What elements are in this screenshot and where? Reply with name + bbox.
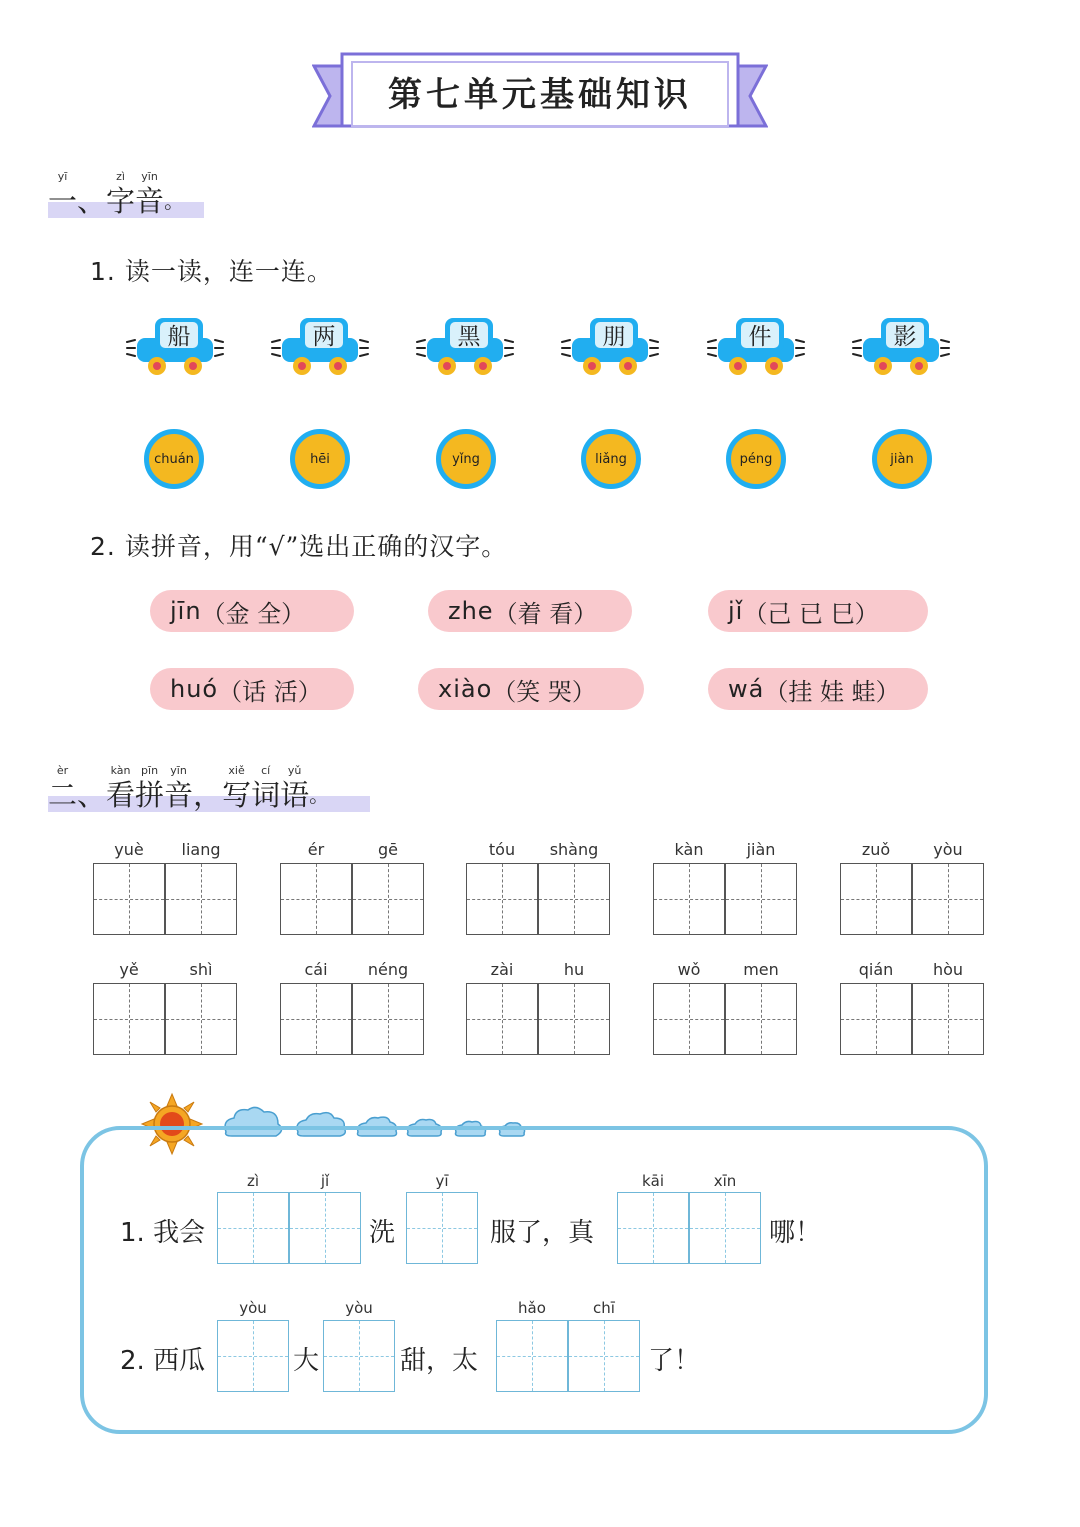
writing-box[interactable] bbox=[568, 1320, 640, 1392]
pinyin-circle[interactable]: liǎng bbox=[581, 429, 641, 489]
writing-box[interactable] bbox=[840, 983, 912, 1055]
pinyin-circle[interactable]: yǐng bbox=[436, 429, 496, 489]
pinyin-label: chī bbox=[593, 1299, 615, 1317]
word-writing-group bbox=[840, 840, 985, 936]
pinyin-circle[interactable]: jiàn bbox=[872, 429, 932, 489]
writing-box[interactable] bbox=[289, 1192, 361, 1264]
sentence2-start: 2. 西瓜 bbox=[120, 1346, 206, 1376]
pinyin-label: jǐ bbox=[320, 1172, 330, 1190]
writing-box[interactable] bbox=[323, 1320, 395, 1392]
car-card[interactable] bbox=[270, 316, 370, 378]
writing-box[interactable] bbox=[217, 1320, 289, 1392]
pinyin-label: zuǒ bbox=[861, 840, 891, 859]
page-title: 第七单元基础知识 bbox=[388, 74, 692, 115]
pinyin-label: cái bbox=[304, 960, 328, 979]
car-card[interactable] bbox=[706, 316, 806, 378]
sentence1-text: 服了，真 bbox=[490, 1218, 595, 1248]
pinyin-label: ér bbox=[307, 840, 325, 859]
writing-box[interactable] bbox=[217, 1192, 289, 1264]
pinyin-label: yòu bbox=[345, 1299, 373, 1317]
sentence1-text: 洗 bbox=[369, 1218, 396, 1248]
car-char: 黑 bbox=[457, 323, 481, 350]
writing-box[interactable] bbox=[538, 863, 610, 935]
pinyin-label: qián bbox=[858, 960, 894, 979]
pinyin-circle[interactable]: chuán bbox=[144, 429, 204, 489]
heading-char: kàn 看 bbox=[106, 764, 136, 812]
car-card[interactable] bbox=[560, 316, 660, 378]
pinyin-label: yòu bbox=[933, 840, 963, 859]
heading-char: yǔ 语 bbox=[280, 764, 310, 812]
writing-box[interactable] bbox=[93, 983, 165, 1055]
heading-char: cí 词 bbox=[251, 764, 281, 812]
car-card[interactable] bbox=[125, 316, 225, 378]
car-char: 影 bbox=[893, 323, 917, 350]
writing-box[interactable] bbox=[165, 863, 237, 935]
car-char: 两 bbox=[312, 323, 336, 350]
heading-char: èr 二 bbox=[48, 764, 78, 812]
car-char: 朋 bbox=[602, 323, 626, 350]
pinyin-label: yuè bbox=[114, 840, 144, 859]
writing-box[interactable] bbox=[840, 863, 912, 935]
section2-heading bbox=[48, 764, 329, 812]
writing-box[interactable] bbox=[617, 1192, 689, 1264]
pinyin-label: wǒ bbox=[677, 960, 701, 979]
word-writing-group bbox=[466, 960, 611, 1056]
option-pill-zhe[interactable]: zhe （着 看） bbox=[428, 590, 632, 632]
writing-box[interactable] bbox=[496, 1320, 568, 1392]
question-1: 1. 读一读，连一连。 bbox=[90, 257, 333, 286]
pinyin-label: gē bbox=[378, 840, 398, 859]
pinyin-label: tóu bbox=[488, 840, 516, 859]
pinyin-label: shì bbox=[189, 960, 213, 979]
car-card[interactable] bbox=[851, 316, 951, 378]
writing-box[interactable] bbox=[93, 863, 165, 935]
option-pill-huo[interactable]: huó （话 活） bbox=[150, 668, 354, 710]
writing-box[interactable] bbox=[653, 863, 725, 935]
pinyin-circle[interactable]: péng bbox=[726, 429, 786, 489]
writing-box[interactable] bbox=[466, 863, 538, 935]
writing-box[interactable] bbox=[653, 983, 725, 1055]
pinyin-label: hu bbox=[563, 960, 585, 979]
word-writing-group bbox=[93, 840, 238, 936]
sentence2-text: 大 bbox=[293, 1346, 320, 1376]
pinyin-label: liang bbox=[181, 840, 221, 859]
option-pill-wa[interactable]: wá （挂 娃 蛙） bbox=[708, 668, 928, 710]
pinyin-label: shàng bbox=[549, 840, 599, 859]
word-writing-group bbox=[653, 840, 798, 936]
word-writing-group bbox=[466, 840, 611, 936]
pinyin-label: jiàn bbox=[746, 840, 776, 859]
writing-box[interactable] bbox=[725, 863, 797, 935]
writing-box[interactable] bbox=[352, 983, 424, 1055]
writing-box[interactable] bbox=[280, 983, 352, 1055]
word-writing-group bbox=[840, 960, 985, 1056]
writing-box[interactable] bbox=[165, 983, 237, 1055]
heading-char: 、 bbox=[77, 184, 107, 218]
heading-char: pīn 拼 bbox=[135, 764, 165, 812]
heading-char: yī 一 bbox=[48, 170, 78, 218]
pinyin-label: kàn bbox=[674, 840, 704, 859]
writing-box[interactable] bbox=[466, 983, 538, 1055]
car-char: 船 bbox=[167, 323, 191, 350]
writing-box[interactable] bbox=[912, 863, 984, 935]
option-pill-ji[interactable]: jǐ （己 已 巳） bbox=[708, 590, 928, 632]
pinyin-label: yòu bbox=[239, 1299, 267, 1317]
sentence1-end: 哪！ bbox=[769, 1218, 822, 1248]
writing-box[interactable] bbox=[280, 863, 352, 935]
heading-char: xiě 写 bbox=[222, 764, 252, 812]
pinyin-label: men bbox=[743, 960, 779, 979]
sentence2-end: 了！ bbox=[648, 1346, 701, 1376]
heading-char: yīn 音 bbox=[135, 170, 165, 218]
pinyin-label: yě bbox=[119, 960, 139, 979]
heading-char: 。 bbox=[164, 189, 185, 213]
writing-box[interactable] bbox=[725, 983, 797, 1055]
pinyin-label: zì bbox=[246, 1172, 260, 1190]
question-2: 2. 读拼音，用“√”选出正确的汉字。 bbox=[90, 532, 508, 561]
word-writing-group bbox=[93, 960, 238, 1056]
pinyin-label: hǎo bbox=[518, 1299, 546, 1317]
heading-char: yīn 音 bbox=[164, 764, 194, 812]
writing-box[interactable] bbox=[538, 983, 610, 1055]
sentence1-start: 1. 我会 bbox=[120, 1218, 206, 1248]
writing-box[interactable] bbox=[352, 863, 424, 935]
word-writing-group bbox=[653, 960, 798, 1056]
writing-box[interactable] bbox=[689, 1192, 761, 1264]
pinyin-label: zài bbox=[490, 960, 514, 979]
pinyin-label: yī bbox=[435, 1172, 449, 1190]
pinyin-label: xīn bbox=[713, 1172, 737, 1190]
writing-box[interactable] bbox=[406, 1192, 478, 1264]
writing-box[interactable] bbox=[912, 983, 984, 1055]
pinyin-label: kāi bbox=[641, 1172, 665, 1190]
pinyin-circle[interactable]: hēi bbox=[290, 429, 350, 489]
option-pill-xiao[interactable]: xiào （笑 哭） bbox=[418, 668, 644, 710]
pinyin-label: néng bbox=[367, 960, 409, 979]
section1-heading bbox=[48, 170, 184, 218]
option-pill-jin[interactable]: jīn （金 全） bbox=[150, 590, 354, 632]
car-card[interactable] bbox=[415, 316, 515, 378]
heading-char: 、 bbox=[77, 778, 107, 812]
heading-char: ， bbox=[193, 778, 223, 812]
heading-char: 。 bbox=[309, 783, 330, 807]
car-char: 件 bbox=[748, 323, 772, 350]
sentence2-text: 甜，太 bbox=[400, 1346, 479, 1376]
word-writing-group bbox=[280, 840, 425, 936]
word-writing-group bbox=[280, 960, 425, 1056]
pinyin-label: hòu bbox=[932, 960, 964, 979]
heading-char: zì 字 bbox=[106, 170, 136, 218]
